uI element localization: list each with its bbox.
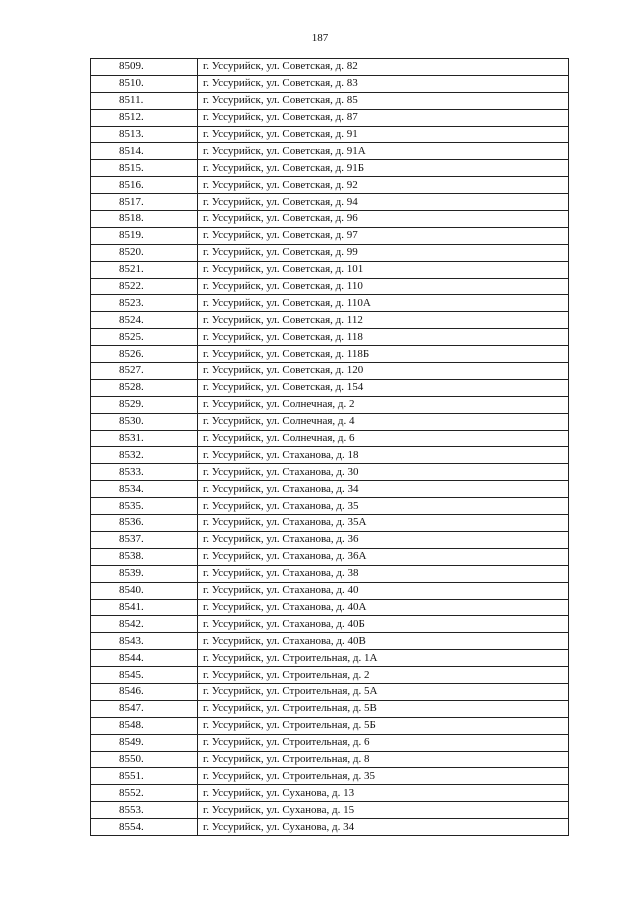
table-row xyxy=(91,464,569,481)
table-row xyxy=(91,785,569,802)
row-number: 8536. xyxy=(91,515,198,532)
row-address: г. Уссурийск, ул. Советская, д. 110 xyxy=(198,278,569,295)
table-row xyxy=(91,92,569,109)
row-number: 8537. xyxy=(91,531,198,548)
row-number: 8546. xyxy=(91,683,198,700)
row-address: г. Уссурийск, ул. Советская, д. 85 xyxy=(198,92,569,109)
row-number: 8548. xyxy=(91,717,198,734)
row-number: 8543. xyxy=(91,633,198,650)
row-address: г. Уссурийск, ул. Стаханова, д. 34 xyxy=(198,481,569,498)
row-address: г. Уссурийск, ул. Советская, д. 92 xyxy=(198,177,569,194)
row-number: 8525. xyxy=(91,329,198,346)
row-address: г. Уссурийск, ул. Стаханова, д. 35А xyxy=(198,515,569,532)
table-row xyxy=(91,430,569,447)
row-address: г. Уссурийск, ул. Строительная, д. 8 xyxy=(198,751,569,768)
table-row xyxy=(91,565,569,582)
table-row xyxy=(91,312,569,329)
table-row xyxy=(91,295,569,312)
row-number: 8549. xyxy=(91,734,198,751)
row-address: г. Уссурийск, ул. Солнечная, д. 4 xyxy=(198,413,569,430)
row-number: 8535. xyxy=(91,498,198,515)
row-address: г. Уссурийск, ул. Советская, д. 87 xyxy=(198,109,569,126)
row-number: 8530. xyxy=(91,413,198,430)
row-address: г. Уссурийск, ул. Советская, д. 91 xyxy=(198,126,569,143)
row-address: г. Уссурийск, ул. Советская, д. 99 xyxy=(198,244,569,261)
table-row xyxy=(91,329,569,346)
row-number: 8533. xyxy=(91,464,198,481)
row-address: г. Уссурийск, ул. Стаханова, д. 35 xyxy=(198,498,569,515)
address-table-body xyxy=(91,59,569,836)
address-table xyxy=(90,58,569,836)
row-number: 8534. xyxy=(91,481,198,498)
row-address: г. Уссурийск, ул. Стаханова, д. 40В xyxy=(198,633,569,650)
table-row xyxy=(91,700,569,717)
table-row xyxy=(91,278,569,295)
table-row xyxy=(91,363,569,380)
row-number: 8514. xyxy=(91,143,198,160)
table-row xyxy=(91,599,569,616)
row-address: г. Уссурийск, ул. Советская, д. 82 xyxy=(198,59,569,76)
row-number: 8516. xyxy=(91,177,198,194)
row-address: г. Уссурийск, ул. Советская, д. 118 xyxy=(198,329,569,346)
table-row xyxy=(91,819,569,836)
row-number: 8512. xyxy=(91,109,198,126)
table-row xyxy=(91,481,569,498)
row-number: 8529. xyxy=(91,396,198,413)
table-row xyxy=(91,177,569,194)
table-row xyxy=(91,143,569,160)
row-address: г. Уссурийск, ул. Стаханова, д. 30 xyxy=(198,464,569,481)
row-number: 8542. xyxy=(91,616,198,633)
row-number: 8554. xyxy=(91,819,198,836)
table-row xyxy=(91,227,569,244)
table-row xyxy=(91,160,569,177)
row-address: г. Уссурийск, ул. Строительная, д. 5Б xyxy=(198,717,569,734)
row-number: 8510. xyxy=(91,75,198,92)
table-row xyxy=(91,650,569,667)
table-row xyxy=(91,244,569,261)
row-address: г. Уссурийск, ул. Советская, д. 94 xyxy=(198,194,569,211)
row-number: 8515. xyxy=(91,160,198,177)
row-address: г. Уссурийск, ул. Строительная, д. 2 xyxy=(198,667,569,684)
row-address: г. Уссурийск, ул. Суханова, д. 15 xyxy=(198,802,569,819)
table-row xyxy=(91,548,569,565)
row-number: 8519. xyxy=(91,227,198,244)
row-address: г. Уссурийск, ул. Стаханова, д. 18 xyxy=(198,447,569,464)
row-address: г. Уссурийск, ул. Стаханова, д. 40Б xyxy=(198,616,569,633)
row-number: 8518. xyxy=(91,211,198,228)
row-address: г. Уссурийск, ул. Советская, д. 91А xyxy=(198,143,569,160)
table-row xyxy=(91,734,569,751)
row-address: г. Уссурийск, ул. Солнечная, д. 2 xyxy=(198,396,569,413)
row-number: 8517. xyxy=(91,194,198,211)
row-number: 8520. xyxy=(91,244,198,261)
row-address: г. Уссурийск, ул. Советская, д. 101 xyxy=(198,261,569,278)
table-row xyxy=(91,717,569,734)
table-row xyxy=(91,531,569,548)
row-address: г. Уссурийск, ул. Советская, д. 83 xyxy=(198,75,569,92)
row-address: г. Уссурийск, ул. Строительная, д. 35 xyxy=(198,768,569,785)
table-row xyxy=(91,379,569,396)
row-number: 8539. xyxy=(91,565,198,582)
table-row xyxy=(91,109,569,126)
row-address: г. Уссурийск, ул. Советская, д. 91Б xyxy=(198,160,569,177)
table-row xyxy=(91,413,569,430)
row-number: 8547. xyxy=(91,700,198,717)
row-address: г. Уссурийск, ул. Советская, д. 112 xyxy=(198,312,569,329)
table-row xyxy=(91,346,569,363)
row-number: 8553. xyxy=(91,802,198,819)
row-address: г. Уссурийск, ул. Строительная, д. 6 xyxy=(198,734,569,751)
row-address: г. Уссурийск, ул. Стаханова, д. 36А xyxy=(198,548,569,565)
table-row xyxy=(91,261,569,278)
table-row xyxy=(91,498,569,515)
row-number: 8521. xyxy=(91,261,198,278)
row-address: г. Уссурийск, ул. Стаханова, д. 36 xyxy=(198,531,569,548)
table-row xyxy=(91,396,569,413)
row-address: г. Уссурийск, ул. Строительная, д. 5В xyxy=(198,700,569,717)
row-number: 8522. xyxy=(91,278,198,295)
row-address: г. Уссурийск, ул. Строительная, д. 5А xyxy=(198,683,569,700)
row-address: г. Уссурийск, ул. Советская, д. 96 xyxy=(198,211,569,228)
table-row xyxy=(91,194,569,211)
row-address: г. Уссурийск, ул. Советская, д. 110А xyxy=(198,295,569,312)
table-row xyxy=(91,616,569,633)
row-number: 8540. xyxy=(91,582,198,599)
row-number: 8538. xyxy=(91,548,198,565)
row-number: 8545. xyxy=(91,667,198,684)
row-address: г. Уссурийск, ул. Советская, д. 120 xyxy=(198,363,569,380)
table-row xyxy=(91,211,569,228)
row-number: 8552. xyxy=(91,785,198,802)
row-address: г. Уссурийск, ул. Суханова, д. 13 xyxy=(198,785,569,802)
table-row xyxy=(91,802,569,819)
table-row xyxy=(91,126,569,143)
page-number: 187 xyxy=(311,32,329,44)
row-address: г. Уссурийск, ул. Солнечная, д. 6 xyxy=(198,430,569,447)
row-number: 8550. xyxy=(91,751,198,768)
row-address: г. Уссурийск, ул. Стаханова, д. 38 xyxy=(198,565,569,582)
table-row xyxy=(91,751,569,768)
table-row xyxy=(91,768,569,785)
row-number: 8551. xyxy=(91,768,198,785)
row-number: 8532. xyxy=(91,447,198,464)
row-address: г. Уссурийск, ул. Советская, д. 97 xyxy=(198,227,569,244)
row-number: 8541. xyxy=(91,599,198,616)
table-row xyxy=(91,683,569,700)
row-number: 8528. xyxy=(91,379,198,396)
row-number: 8509. xyxy=(91,59,198,76)
row-number: 8527. xyxy=(91,363,198,380)
row-number: 8513. xyxy=(91,126,198,143)
table-row xyxy=(91,515,569,532)
table-row xyxy=(91,75,569,92)
row-number: 8531. xyxy=(91,430,198,447)
table-row xyxy=(91,582,569,599)
table-row xyxy=(91,447,569,464)
table-row xyxy=(91,667,569,684)
row-number: 8544. xyxy=(91,650,198,667)
row-address: г. Уссурийск, ул. Советская, д. 118Б xyxy=(198,346,569,363)
row-number: 8523. xyxy=(91,295,198,312)
row-number: 8524. xyxy=(91,312,198,329)
row-address: г. Уссурийск, ул. Стаханова, д. 40 xyxy=(198,582,569,599)
row-address: г. Уссурийск, ул. Стаханова, д. 40А xyxy=(198,599,569,616)
row-number: 8511. xyxy=(91,92,198,109)
row-address: г. Уссурийск, ул. Строительная, д. 1А xyxy=(198,650,569,667)
row-number: 8526. xyxy=(91,346,198,363)
row-address: г. Уссурийск, ул. Советская, д. 154 xyxy=(198,379,569,396)
row-address: г. Уссурийск, ул. Суханова, д. 34 xyxy=(198,819,569,836)
table-row xyxy=(91,633,569,650)
table-row xyxy=(91,59,569,76)
